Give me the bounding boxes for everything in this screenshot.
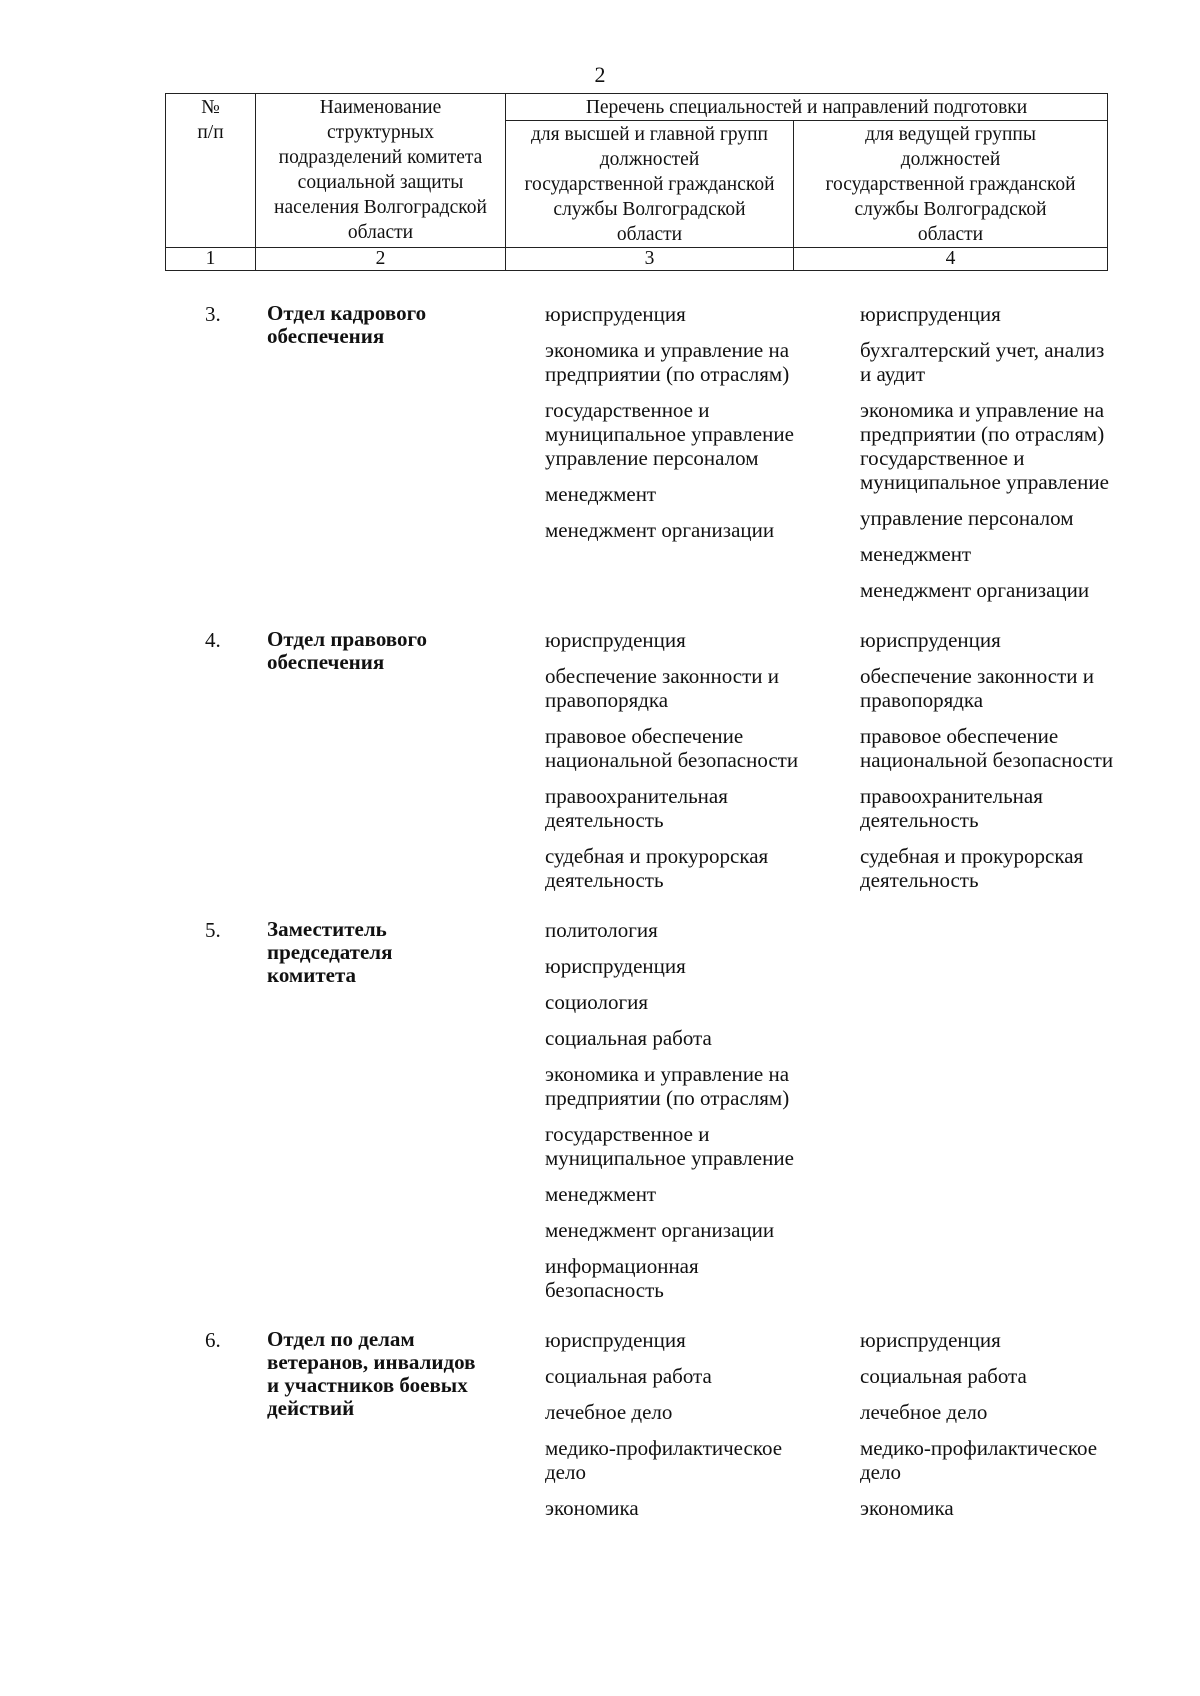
specialty-item (860, 1328, 1167, 1352)
specialty-line: менеджмент (860, 542, 972, 566)
specialty-line: юриспруденция (545, 954, 686, 978)
specialty-line: менеджмент организации (545, 518, 775, 542)
specialty-line: обеспечение законности и (860, 664, 1095, 688)
specialty-item (860, 302, 1167, 326)
specialty-item (545, 628, 852, 652)
header-table (165, 93, 1108, 271)
specialty-item (860, 338, 1167, 386)
specialty-line: правовое обеспечение (545, 724, 744, 748)
specialty-line: экономика и управление на (545, 1062, 790, 1086)
specialty-item (545, 1364, 852, 1388)
specialty-item (860, 506, 1167, 530)
specialty-line: государственное и (545, 398, 710, 422)
specialty-line: социальная работа (545, 1364, 712, 1388)
specialty-line: предприятии (по отраслям) (545, 1086, 790, 1110)
specialty-line: менеджмент (545, 1182, 657, 1206)
header-col-number: № п/п (166, 94, 256, 248)
specialty-line: управление персоналом (860, 506, 1074, 530)
specialty-line: правовое обеспечение (860, 724, 1059, 748)
specialties-lead-group (852, 628, 1167, 892)
specialty-item (545, 664, 852, 712)
specialty-line: медико-профилактическое (860, 1436, 1098, 1460)
unit-name-line: действий (267, 1396, 355, 1420)
specialty-line: государственное и (545, 1122, 710, 1146)
specialty-line: политология (545, 918, 658, 942)
section-number: 6. (205, 1328, 221, 1352)
specialty-item (545, 990, 852, 1014)
specialty-item (860, 1496, 1167, 1520)
specialty-item (545, 1218, 852, 1242)
header-col-high-group: для высшей и главной групп должностей государственной гражданской службы Волгоградской области (506, 121, 794, 248)
section-unit-name (267, 918, 537, 1302)
specialty-item (545, 398, 852, 470)
specialty-line: и аудит (860, 362, 926, 386)
unit-name-line: ветеранов, инвалидов (267, 1350, 476, 1374)
specialties-lead-group (852, 1328, 1167, 1520)
section-unit-name (267, 628, 537, 892)
specialty-item (545, 1436, 852, 1484)
specialty-line: экономика (860, 1496, 954, 1520)
section-number: 4. (205, 628, 221, 652)
specialty-item (860, 578, 1167, 602)
specialty-line: социология (545, 990, 649, 1014)
unit-name-line: и участников боевых (267, 1373, 468, 1397)
section-row (165, 1328, 1107, 1520)
specialty-line: предприятии (по отраслям) (545, 362, 790, 386)
specialty-item (545, 1026, 852, 1050)
specialty-line: менеджмент (545, 482, 657, 506)
specialty-item (545, 518, 852, 542)
specialty-line: судебная и прокурорская (545, 844, 769, 868)
unit-name-line: председателя (267, 940, 393, 964)
specialties-high-group (537, 1328, 852, 1520)
specialty-line: социальная работа (860, 1364, 1027, 1388)
specialty-item (860, 542, 1167, 566)
specialty-line: экономика (545, 1496, 639, 1520)
specialty-line: муниципальное управление (545, 1146, 794, 1170)
specialties-lead-group (852, 918, 1167, 1302)
unit-name-line: обеспечения (267, 650, 385, 674)
specialty-item (545, 784, 852, 832)
section-row (165, 918, 1107, 1302)
header-col-unit-name: Наименование структурных подразделений комитета социальной защиты населения Волгоградской области (256, 94, 506, 248)
specialty-line: менеджмент организации (545, 1218, 775, 1242)
specialty-line: дело (545, 1460, 586, 1484)
specialty-line: правопорядка (860, 688, 984, 712)
page-number: 2 (594, 62, 606, 87)
specialty-line: дело (860, 1460, 901, 1484)
specialty-line: обеспечение законности и (545, 664, 780, 688)
column-number: 2 (256, 248, 506, 271)
specialty-line: информационная (545, 1254, 699, 1278)
specialty-item (545, 1400, 852, 1424)
specialty-line: юриспруденция (545, 302, 686, 326)
specialty-line: социальная работа (545, 1026, 712, 1050)
specialty-line: государственное и (860, 446, 1025, 470)
unit-name-line: Отдел кадрового (267, 301, 427, 325)
specialty-line: судебная и прокурорская (860, 844, 1084, 868)
unit-name-line: комитета (267, 963, 357, 987)
section-unit-name (267, 302, 537, 602)
section-row (165, 302, 1107, 602)
unit-name-line: Заместитель (267, 917, 387, 941)
specialty-line: экономика и управление на (545, 338, 790, 362)
section-number: 5. (205, 918, 221, 942)
specialty-line: правоохранительная (860, 784, 1043, 808)
specialty-line: правоохранительная (545, 784, 728, 808)
specialty-item (860, 398, 1167, 494)
specialties-lead-group (852, 302, 1167, 602)
specialty-line: предприятии (по отраслям) (860, 422, 1105, 446)
specialty-line: лечебное дело (860, 1400, 988, 1424)
unit-name-line: Отдел правового (267, 627, 428, 651)
specialty-item (545, 844, 852, 892)
specialty-line: национальной безопасности (860, 748, 1114, 772)
specialty-line: лечебное дело (545, 1400, 673, 1424)
unit-name-line: Отдел по делам (267, 1327, 415, 1351)
specialty-line: юриспруденция (860, 1328, 1001, 1352)
unit-name-line: обеспечения (267, 324, 385, 348)
specialty-line: муниципальное управление (860, 470, 1109, 494)
specialty-line: национальной безопасности (545, 748, 799, 772)
specialty-line: муниципальное управление (545, 422, 794, 446)
specialty-item (860, 628, 1167, 652)
specialties-high-group (537, 918, 852, 1302)
specialty-item (860, 784, 1167, 832)
specialty-line: правопорядка (545, 688, 669, 712)
specialty-item (545, 1328, 852, 1352)
header-group-title: Перечень специальностей и направлений подготовки (506, 94, 1108, 121)
specialty-line: менеджмент организации (860, 578, 1090, 602)
specialty-line: деятельность (860, 808, 979, 832)
specialty-line: безопасность (545, 1278, 664, 1302)
sections-list (165, 301, 1114, 1546)
column-number: 3 (506, 248, 794, 271)
header-col-lead-group: для ведущей группы должностей государственной гражданской службы Волгоградской области (794, 121, 1108, 248)
specialty-item (860, 1400, 1167, 1424)
specialty-item (545, 1122, 852, 1170)
section-row (165, 627, 1114, 892)
specialty-item (860, 724, 1167, 772)
column-number: 4 (794, 248, 1108, 271)
specialty-item (545, 1182, 852, 1206)
specialty-line: деятельность (545, 808, 664, 832)
specialty-line: бухгалтерский учет, анализ (860, 338, 1105, 362)
specialty-line: экономика и управление на (860, 398, 1105, 422)
specialty-item (860, 1436, 1167, 1484)
section-number: 3. (205, 302, 221, 326)
specialties-high-group (537, 628, 852, 892)
specialty-item (545, 302, 852, 326)
specialty-item (860, 844, 1167, 892)
specialty-item (545, 724, 852, 772)
specialty-item (860, 1364, 1167, 1388)
specialty-item (545, 338, 852, 386)
specialty-line: деятельность (860, 868, 979, 892)
specialty-item (545, 1062, 852, 1110)
specialty-item (545, 1254, 852, 1302)
specialties-high-group (537, 302, 852, 602)
specialty-line: управление персоналом (545, 446, 759, 470)
specialty-line: юриспруденция (545, 628, 686, 652)
specialty-item (545, 1496, 852, 1520)
specialty-item (545, 482, 852, 506)
specialty-line: медико-профилактическое (545, 1436, 783, 1460)
section-unit-name (267, 1328, 537, 1520)
specialty-line: деятельность (545, 868, 664, 892)
specialty-item (860, 664, 1167, 712)
column-number: 1 (166, 248, 256, 271)
specialty-item (545, 954, 852, 978)
specialty-line: юриспруденция (545, 1328, 686, 1352)
specialty-line: юриспруденция (860, 302, 1001, 326)
specialty-item (545, 918, 852, 942)
specialty-line: юриспруденция (860, 628, 1001, 652)
